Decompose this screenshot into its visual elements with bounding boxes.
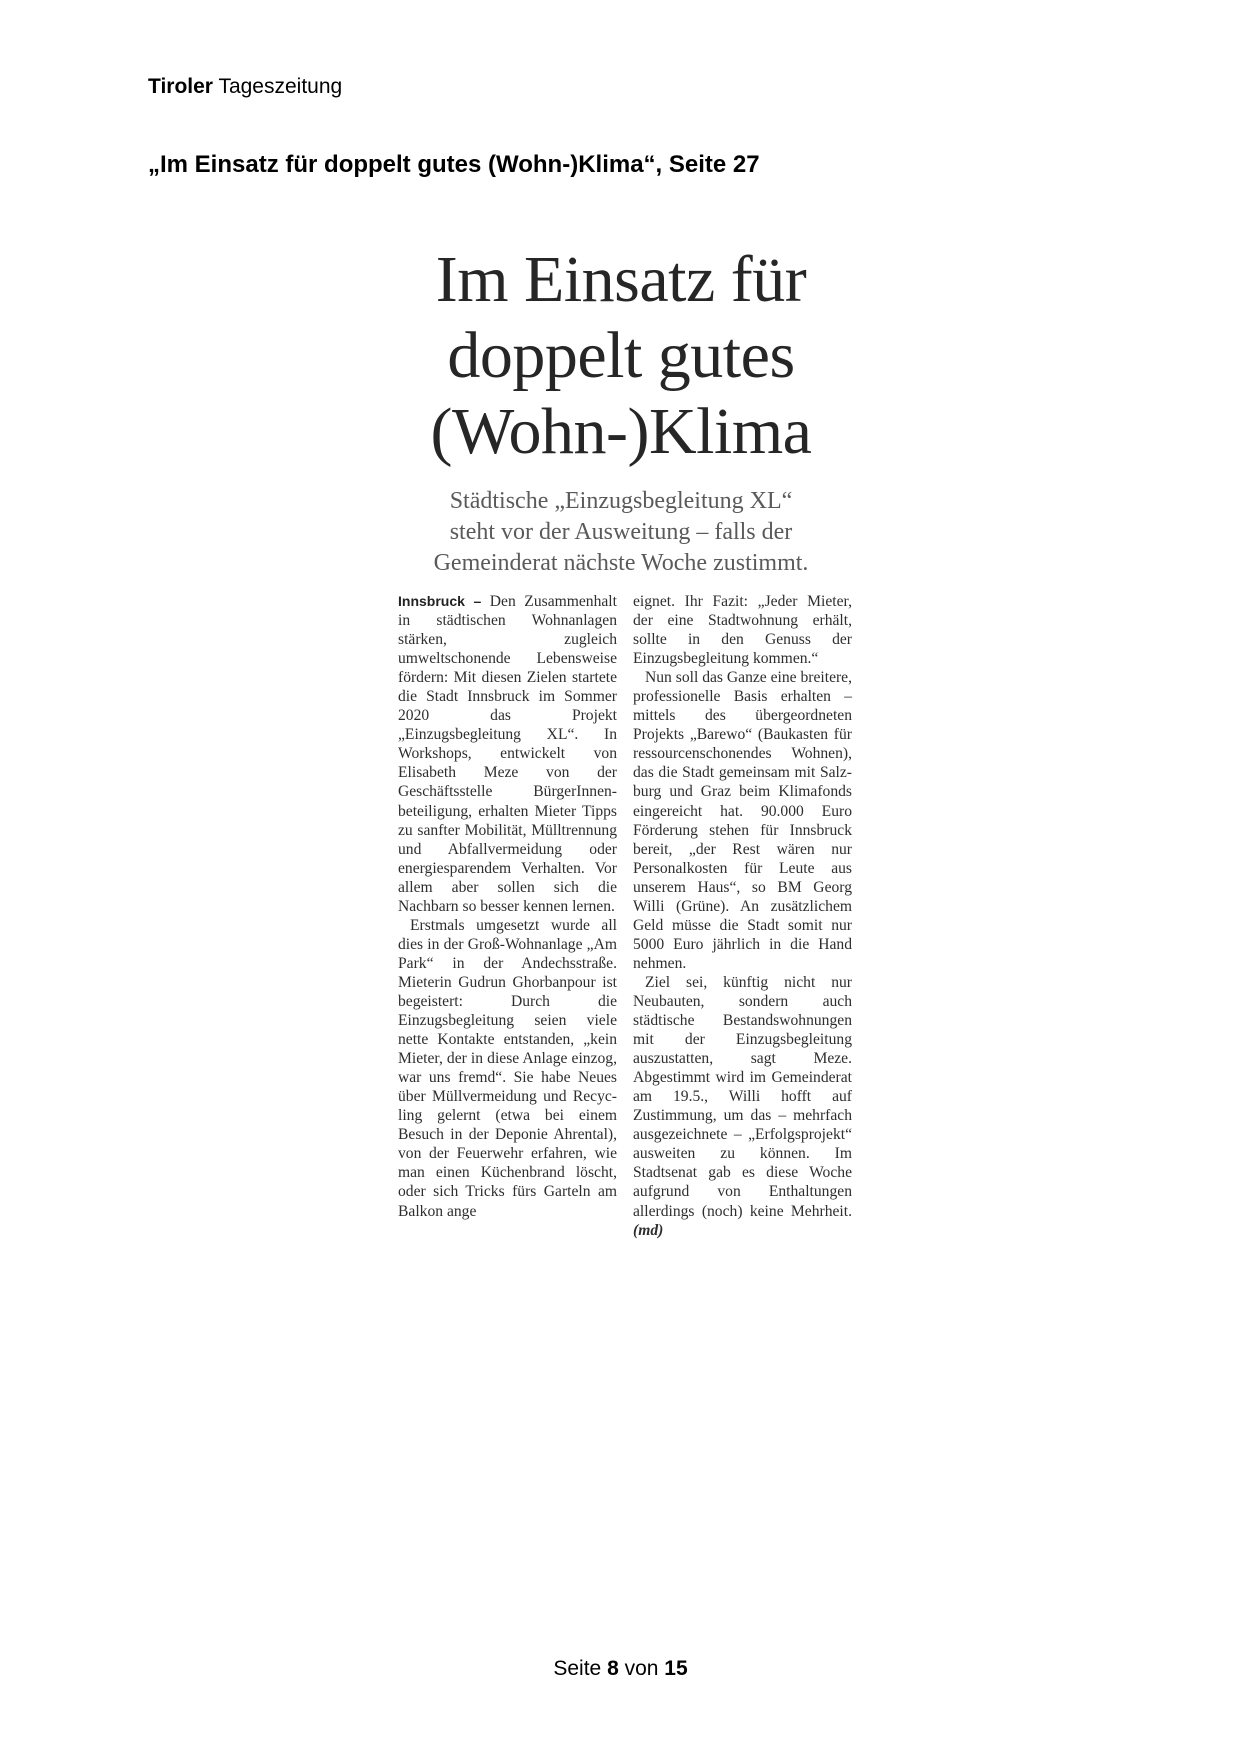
author-initials: (md) [633, 1221, 664, 1239]
dateline: Innsbruck – [398, 593, 482, 609]
page-number [0, 1656, 1241, 1682]
paragraph-text: Ziel sei, künftig nicht nur Neubauten, sondern auch städtische Bestandswohnungen mit der Einzugsbegleitung auszustatten, sagt Meze. Abgestimmt wird im Gemeinderat am 19.5., Willi hofft auf Zustimmung, um das – mehrfach ausgezeichnete – „Erfolgsprojekt“ ausweiten zu können. Im Stadtsenat gab es diese Woche aufgrund von Enthaltungen allerdings (noch) keine Mehrheit. [633, 973, 852, 1220]
subheadline-line: steht vor der Ausweitung – falls der [449, 519, 793, 545]
headline-line: (Wohn-)Klima [430, 395, 812, 468]
article-paragraph [398, 592, 617, 916]
publication-name-bold: Tiroler [148, 75, 213, 98]
article-paragraph: eignet. Ihr Fazit: „Jeder Mieter, der eine Stadtwohnung erhält, sollte in den Genuss der Einzugsbegleitung kommen.“ [633, 593, 852, 668]
page-current: 8 [607, 1657, 619, 1680]
subheadline-line: Städtische „Einzugsbegleitung XL“ [449, 488, 793, 514]
page-of: von [624, 1657, 659, 1680]
newspaper-clipping [380, 230, 862, 1270]
article-column-right [633, 592, 852, 1240]
paragraph-text: Den Zusammenhalt in städtischen Wohnanlagen stärken, zugleich umweltschonende Lebensweise fördern: Mit diesen Zielen startete die Stadt Innsbruck im Sommer 2020 das Projekt „Einzugsbegleitung XL“. In Workshops, entwickelt von Elisabeth Meze von der Geschäftsstelle BürgerInnenbeteiligung, erhalten Mieter Tipps zu sanfter Mobilität, Mülltrennung und Abfallvermeidung oder energiesparendem Verhalten. Vor allem aber sollen sich die Nachbarn so besser kennen lernen. [398, 593, 617, 915]
publication-name-rest: Tageszeitung [218, 75, 343, 98]
article-subheadline [380, 486, 862, 579]
article-paragraph: Nun soll das Ganze eine breitere, professionelle Basis erhalten – mittels des übergeordneten Projekts „Barewo“ (Baukasten für ressourcenschonendes Wohnen), das die Stadt gemeinsam mit Salzburg und Graz beim Klimafonds eingereicht hat. 90.000 Euro Förderung stehen für Innsbruck bereit, „der Rest wären nur Personalkosten für Leute aus unserem Haus“, so BM Georg Willi (Grüne). An zusätzlichem Geld müsse die Stadt somit nur 5000 Euro jährlich in die Hand nehmen. [633, 669, 852, 972]
article-paragraph: Erstmals umgesetzt wurde all dies in der Groß-Wohnanlage „Am Park“ in der Andechsstraße. Mieterin Gudrun Ghorbanpour ist begeistert: Durch die Einzugsbegleitung seien viele nette Kontakte entstanden, „kein Mieter, der in diese Anlage einzog, war uns fremd“. Sie habe Neues über Müllvermeidung und Recycling gelernt (etwa bei einem Besuch in der Deponie Ahrental), von der Feuerwehr erfahren, wie man einen Küchenbrand löscht, oder sich Tricks fürs Garteln am Balkon ange [398, 916, 617, 1220]
subheadline-line: Gemeinderat nächste Woche zustimmt. [433, 550, 809, 576]
article-column-left [398, 592, 617, 1221]
article-paragraph [633, 973, 852, 1240]
document-title: „Im Einsatz für doppelt gutes (Wohn-)Klima“, Seite 27 [148, 151, 760, 178]
article-headline [380, 242, 862, 470]
headline-line: Im Einsatz für [435, 243, 807, 316]
publication-name [148, 74, 342, 100]
headline-line: doppelt gutes [447, 319, 795, 392]
page-total: 15 [664, 1657, 688, 1680]
page-word: Seite [553, 1657, 602, 1680]
